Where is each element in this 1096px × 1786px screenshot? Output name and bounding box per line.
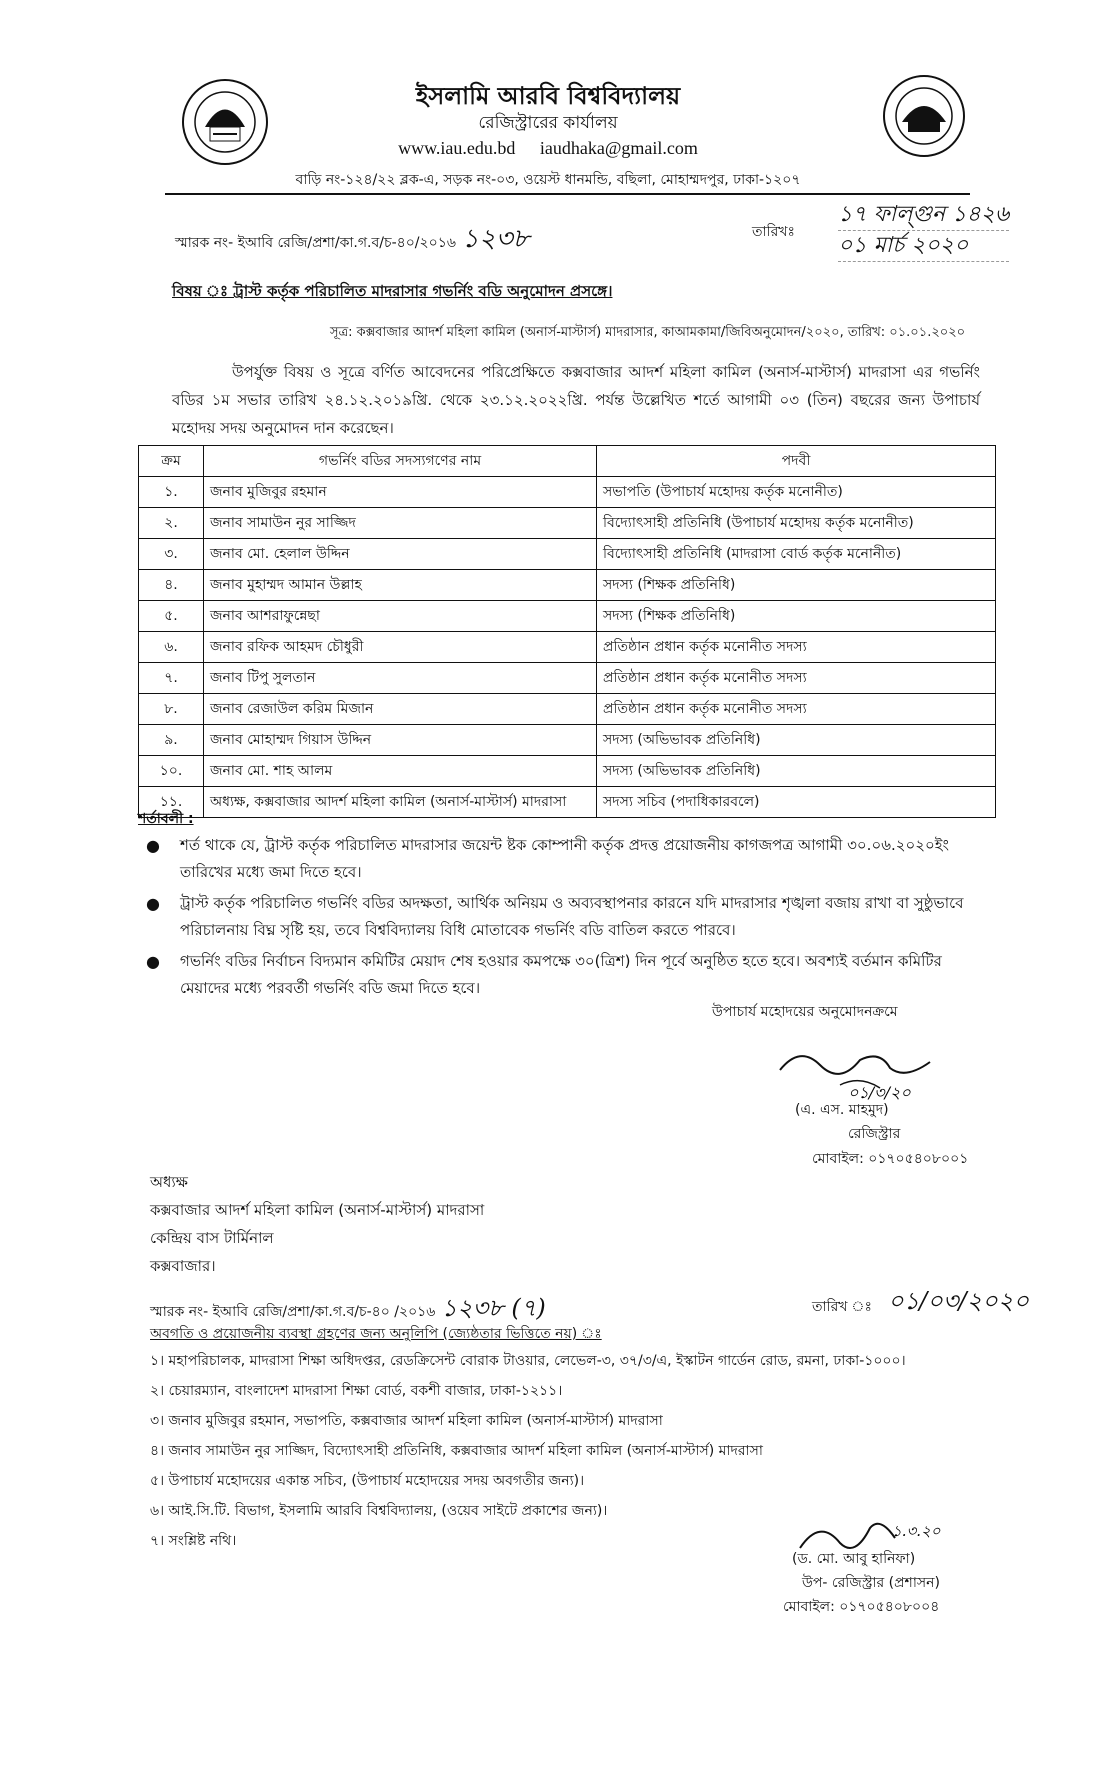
- date-english: ০১ মার্চ ২০২০: [838, 231, 1009, 262]
- memo-handwritten-number: ১২৩৮: [461, 224, 530, 254]
- member-serial: ৮.: [139, 694, 204, 725]
- deputy-registrar-name: (ড. মো. আবু হানিফা): [792, 1551, 916, 1567]
- recipient-line: কক্সবাজার।: [150, 1257, 216, 1275]
- deputy-registrar-title: উপ- রেজিস্ট্রার (প্রশাসন): [802, 1575, 940, 1591]
- memo2-handwritten-number: ১২৩৮ (৭): [441, 1294, 546, 1322]
- condition-text: শর্ত থাকে যে, ট্রাস্ট কর্তৃক পরিচালিত মাদরাসার জয়েন্ট ষ্টক কোম্পানী কর্তৃক প্রদত্ত প্রয়োজনীয় কাগজপত্র আগামী ৩০.০৬.২০২০ইং তারিখের মধ্যে জমা দিতে হবে।: [180, 836, 949, 881]
- member-serial: ৭.: [139, 663, 204, 694]
- member-designation: সদস্য (শিক্ষক প্রতিনিধি): [597, 570, 996, 601]
- list-item: ৪। জনাব সামাউন নুর সাজ্জিদ, বিদ্যোৎসাহী প্রতিনিধি, কক্সবাজার আদর্শ মহিলা কামিল (অনার্স-মাস্টার্স) মাদরাসা: [150, 1443, 763, 1459]
- table-row: [139, 539, 996, 570]
- member-serial: ৬.: [139, 632, 204, 663]
- list-item: ৩। জনাব মুজিবুর রহমান, সভাপতি, কক্সবাজার আদর্শ মহিলা কামিল (অনার্স-মাস্টার্স) মাদরাসা: [150, 1413, 663, 1429]
- governing-body-table: [138, 445, 996, 818]
- member-serial: ১০.: [139, 756, 204, 787]
- registrar-mobile: মোবাইল: ০১৭০৫৪০৮০০১: [812, 1151, 969, 1167]
- list-item: ৭। সংশ্লিষ্ট নথি।: [150, 1533, 237, 1549]
- registrar-title: রেজিস্ট্রার: [848, 1126, 901, 1142]
- member-designation: সদস্য (শিক্ষক প্রতিনিধি): [597, 601, 996, 632]
- member-serial: ১১.: [139, 787, 204, 818]
- registrar-name: (এ. এস. মাহমুদ): [795, 1102, 889, 1118]
- memo-number: [175, 218, 529, 262]
- header-divider: [165, 193, 970, 195]
- subject-line: বিষয় ঃ ট্রাস্ট কর্তৃক পরিচালিত মাদরাসার গভর্নিং বডি অনুমোদন প্রসঙ্গে।: [172, 282, 613, 300]
- member-name: অধ্যক্ষ, কক্সবাজার আদর্শ মহিলা কামিল (অনার্স-মাস্টার্স) মাদরাসা: [204, 787, 597, 818]
- copy-list-title: অবগতি ও প্রয়োজনীয় ব্যবস্থা গ্রহণের জন্য অনুলিপি (জ্যেষ্ঠতার ভিত্তিতে নয়) ঃ: [150, 1326, 602, 1342]
- table-row: [139, 570, 996, 601]
- recipient-line: কেন্দ্রিয় বাস টার্মিনাল: [150, 1229, 274, 1247]
- table-row: [139, 694, 996, 725]
- member-serial: ১.: [139, 477, 204, 508]
- reference-line: সূত্র: কক্সবাজার আদর্শ মহিলা কামিল (অনার্স-মাস্টার্স) মাদরাসার, কাআমকামা/জিবিঅনুমোদন/২০২০, তারিখ: ০১.০১.২০২০: [330, 325, 966, 340]
- table-row: [139, 508, 996, 539]
- website-link[interactable]: www.iau.edu.bd: [398, 138, 516, 158]
- conditions-list: [138, 832, 996, 1006]
- email-link[interactable]: iaudhaka@gmail.com: [539, 138, 698, 158]
- deputy-registrar-mobile: মোবাইল: ০১৭০৫৪০৮০০৪: [783, 1599, 940, 1615]
- condition-text: গভর্নিং বডির নির্বাচন বিদ্যমান কমিটির মেয়াদ শেষ হওয়ার কমপক্ষে ৩০(ত্রিশ) দিন পূর্বে অনুষ্ঠিত হতে হবে। অবশ্যই বর্তমান কমিটির মেয়াদের মধ্যে পরবর্তী গভর্নিং বডি জমা দিতে হবে।: [180, 952, 942, 997]
- signature1-date: ০১/৩/২০: [848, 1083, 911, 1100]
- bullet-icon: ●: [146, 952, 160, 971]
- member-designation: বিদ্যোৎসাহী প্রতিনিধি (উপাচার্য মহোদয় কর্তৃক মনোনীত): [597, 508, 996, 539]
- member-designation: সদস্য (অভিভাবক প্রতিনিধি): [597, 756, 996, 787]
- memo2-handwritten-date: ০১/০৩/২০২০: [888, 1287, 1029, 1315]
- recipient-line: অধ্যক্ষ: [150, 1173, 188, 1191]
- member-name: জনাব মুজিবুর রহমান: [204, 477, 597, 508]
- handwritten-date: [838, 200, 1009, 262]
- table-row: [139, 477, 996, 508]
- list-item: [138, 832, 996, 886]
- member-serial: ৪.: [139, 570, 204, 601]
- university-name: ইসলামি আরবি বিশ্ববিদ্যালয়: [415, 82, 681, 110]
- table-row: [139, 601, 996, 632]
- member-designation: প্রতিষ্ঠান প্রধান কর্তৃক মনোনীত সদস্য: [597, 694, 996, 725]
- table-row: [139, 663, 996, 694]
- member-designation: সদস্য (অভিভাবক প্রতিনিধি): [597, 725, 996, 756]
- member-serial: ৯.: [139, 725, 204, 756]
- list-item: ৫। উপাচার্য মহোদয়ের একান্ত সচিব, (উপাচার্য মহোদয়ের সদয় অবগতীর জন্য)।: [150, 1473, 585, 1489]
- list-item: ১। মহাপরিচালক, মাদরাসা শিক্ষা অধিদপ্তর, রেডক্রিসেন্ট বোরাক টাওয়ার, লেভেল-৩, ৩৭/৩/এ, ইস্কাটন গার্ডেন রোড, রমনা, ঢাকা-১০০০।: [150, 1353, 906, 1369]
- contact-line: [0, 138, 1096, 159]
- member-name: জনাব সামাউন নুর সাজ্জিদ: [204, 508, 597, 539]
- member-name: জনাব মুহাম্মদ আমান উল্লাহ: [204, 570, 597, 601]
- member-designation: প্রতিষ্ঠান প্রধান কর্তৃক মনোনীত সদস্য: [597, 663, 996, 694]
- member-name: জনাব মোহাম্মদ গিয়াস উদ্দিন: [204, 725, 597, 756]
- conditions-title: শর্তাবলী :: [138, 811, 194, 827]
- date-bangla: ১৭ ফাল্গুন ১৪২৬: [838, 200, 1009, 231]
- table-row: [139, 632, 996, 663]
- member-name: জনাব মো. হেলাল উদ্দিন: [204, 539, 597, 570]
- memo2-label: স্মারক নং- ইআবি রেজি/প্রশা/কা.গ.ব/চ-৪০ /২০১৬: [150, 1304, 436, 1320]
- col-name: গভর্নিং বডির সদস্যগণের নাম: [204, 446, 597, 477]
- member-serial: ২.: [139, 508, 204, 539]
- approval-note: উপাচার্য মহোদয়ের অনুমোদনক্রমে: [712, 1004, 898, 1020]
- member-serial: ৩.: [139, 539, 204, 570]
- member-designation: সদস্য সচিব (পদাধিকারবলে): [597, 787, 996, 818]
- col-serial: ক্রম: [139, 446, 204, 477]
- date-label: তারিখঃ: [752, 224, 795, 240]
- col-designation: পদবী: [597, 446, 996, 477]
- office-address: বাড়ি নং-১২৪/২২ ব্লক-এ, সড়ক নং-০৩, ওয়েস্ট ধানমন্ডি, বছিলা, মোহাম্মদপুর, ঢাকা-১২০৭: [295, 172, 801, 188]
- list-item: ২। চেয়ারম্যান, বাংলাদেশ মাদরাসা শিক্ষা বোর্ড, বকশী বাজার, ঢাকা-১২১১।: [150, 1383, 563, 1399]
- table-header-row: [139, 446, 996, 477]
- member-designation: প্রতিষ্ঠান প্রধান কর্তৃক মনোনীত সদস্য: [597, 632, 996, 663]
- list-item: [138, 890, 996, 944]
- member-name: জনাব মো. শাহ আলম: [204, 756, 597, 787]
- recipient-line: কক্সবাজার আদর্শ মহিলা কামিল (অনার্স-মাস্টার্স) মাদরাসা: [150, 1201, 485, 1219]
- member-name: জনাব টিপু সুলতান: [204, 663, 597, 694]
- member-serial: ৫.: [139, 601, 204, 632]
- bullet-icon: ●: [146, 894, 160, 913]
- body-paragraph: উপর্যুক্ত বিষয় ও সূত্রে বর্ণিত আবেদনের পরিপ্রেক্ষিতে কক্সবাজার আদর্শ মহিলা কামিল (অনার্স-মাস্টার্স) মাদরাসা এর গভর্নিং বডির ১ম সভার তারিখ ২৪.১২.২০১৯খ্রি. থেকে ২৩.১২.২০২২খ্রি. পর্যন্ত উল্লেখিত শর্তে আগামী ০৩ (তিন) বছরের জন্য উপাচার্য মহোদয় সদয় অনুমোদন দান করেছেন।: [172, 363, 980, 437]
- table-row: [139, 725, 996, 756]
- member-name: জনাব আশরাফুন্নেছা: [204, 601, 597, 632]
- registrar-signature-icon: [770, 1040, 970, 1100]
- member-name: জনাব রফিক আহমদ চৌধুরী: [204, 632, 597, 663]
- signature2-date: ১.৩.২০: [892, 1522, 941, 1540]
- office-name: রেজিস্ট্রারের কার্যালয়: [478, 113, 618, 133]
- memo2-date-label: তারিখ ঃ: [812, 1299, 872, 1315]
- recipient-address: [150, 1168, 484, 1280]
- member-designation: বিদ্যোৎসাহী প্রতিনিধি (মাদরাসা বোর্ড কর্তৃক মনোনীত): [597, 539, 996, 570]
- bullet-icon: ●: [146, 836, 160, 855]
- condition-text: ট্রাস্ট কর্তৃক পরিচালিত গভর্নিং বডির অদক্ষতা, আর্থিক অনিয়ম ও অব্যবস্থাপনার কারনে যদি মাদরাসার শৃঙ্খলা বজায় রাখা বা সুষ্ঠুভাবে পরিচালনায় বিঘ্ন সৃষ্টি হয়, তবে বিশ্ববিদ্যালয় বিধি মোতাবেক গভর্নিং বডি বাতিল করতে পারবে।: [180, 894, 964, 939]
- memo-label: স্মারক নং- ইআবি রেজি/প্রশা/কা.গ.ব/চ-৪০/২০১৬: [175, 235, 456, 251]
- list-item: ৬। আই.সি.টি. বিভাগ, ইসলামি আরবি বিশ্ববিদ্যালয়, (ওয়েব সাইটে প্রকাশের জন্য)।: [150, 1503, 608, 1519]
- list-item: [138, 948, 996, 1002]
- table-row: [139, 787, 996, 818]
- member-designation: সভাপতি (উপাচার্য মহোদয় কর্তৃক মনোনীত): [597, 477, 996, 508]
- member-name: জনাব রেজাউল করিম মিজান: [204, 694, 597, 725]
- table-row: [139, 756, 996, 787]
